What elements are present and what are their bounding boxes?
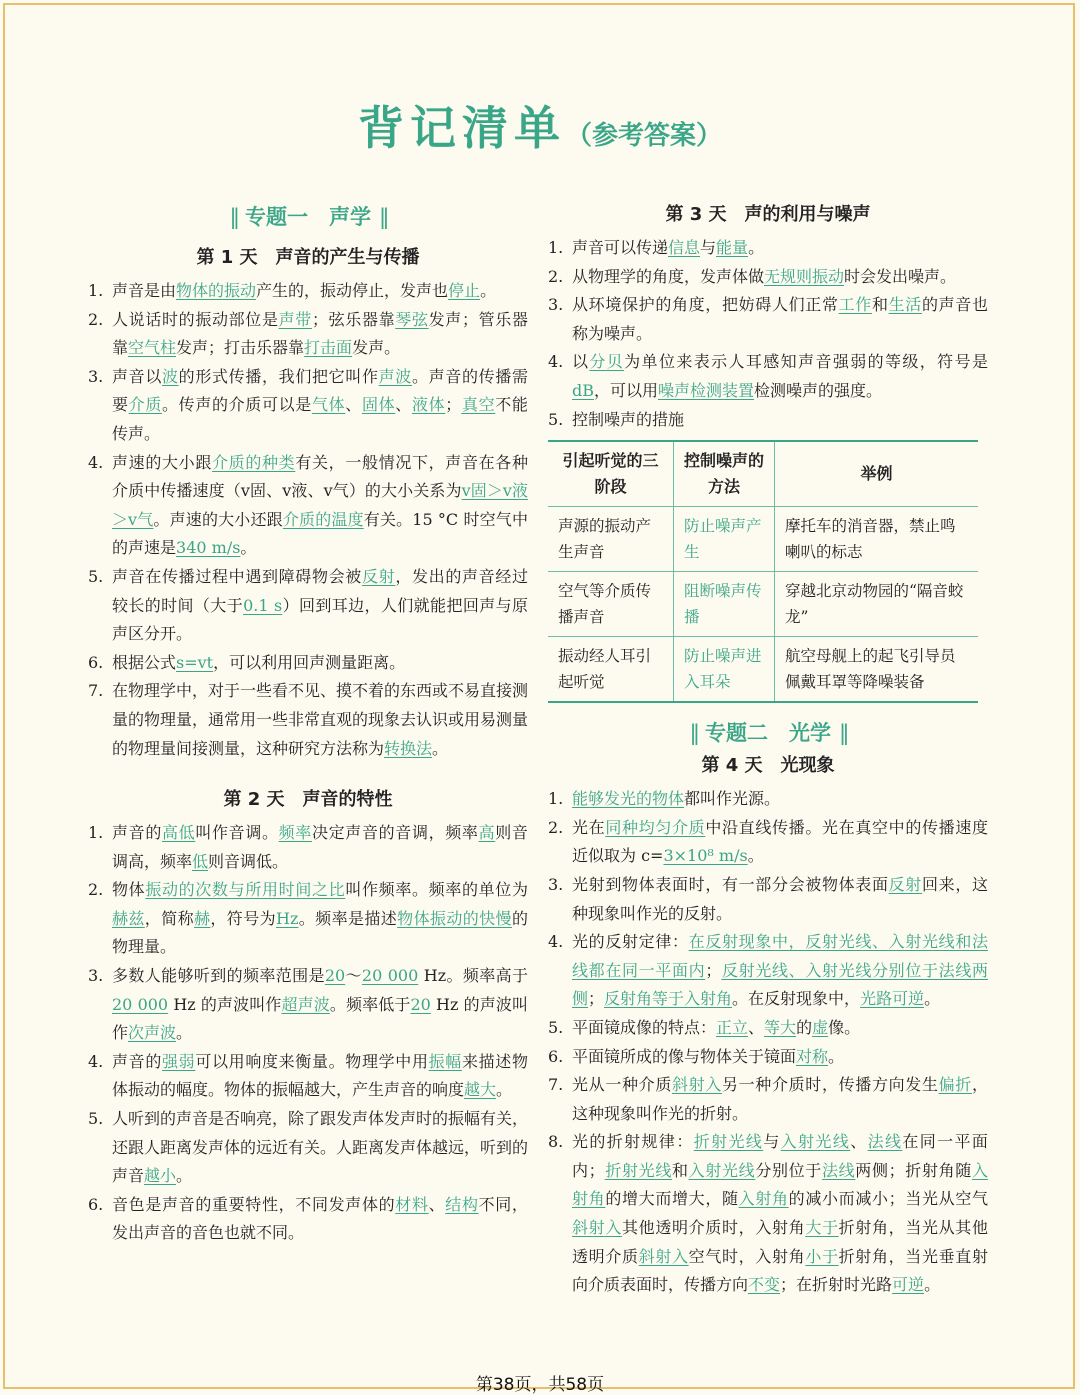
page-title: [0, 92, 1080, 158]
answer-text: 反射: [361, 566, 396, 586]
answer-text: 真空: [461, 395, 496, 415]
table-row: [548, 507, 978, 572]
item-number: 8.: [548, 1132, 564, 1152]
item-number: 2.: [548, 266, 564, 286]
list-item: 4. 声速的大小跟介质的种类有关，一般情况下，声音在各种介质中传播速度（v固、v液、v气）的大小关系为v固＞v液＞v气。声速的大小还跟介质的温度有关。15 °C 时空气中的声速是340 m/s。: [88, 449, 528, 563]
answer-text: 入射角: [738, 1189, 789, 1209]
item-number: 5.: [548, 1017, 564, 1037]
answer-text: 反射: [888, 874, 922, 894]
topic-heading-acoustics: [88, 201, 528, 231]
day3-heading: 第 3 天 声的利用与噪声: [665, 204, 871, 225]
list-item: 7. 光从一种介质斜射入另一种介质时，传播方向发生偏折，这种现象叫作光的折射。: [548, 1071, 988, 1128]
answer-text: 分贝: [589, 352, 625, 372]
list-item: 1. 能够发光的物体都叫作光源。: [548, 785, 988, 814]
table-row: [548, 637, 978, 703]
item-number: 6.: [88, 652, 104, 672]
item-number: 3.: [88, 966, 104, 986]
answer-text: 转换法: [384, 738, 433, 758]
answer-text: 虚: [812, 1017, 829, 1037]
answer-text: 偏折: [938, 1075, 972, 1095]
day2-list: [88, 819, 528, 1248]
item-number: 3.: [88, 366, 104, 386]
answer-text: 物体振动的快慢: [397, 908, 512, 928]
day3-list: [548, 234, 988, 434]
answer-text: 可逆: [892, 1275, 925, 1295]
day4-heading: 第 4 天 光现象: [701, 755, 835, 777]
answer-text: 介质的温度: [282, 509, 364, 529]
answer-text: 频率: [278, 823, 312, 843]
answer-text: 反射光线、入射光线分别位于法线两侧: [572, 960, 988, 1009]
list-item: 1. 声音的高低叫作音调。频率决定声音的音调，频率高则音调高，频率低则音调低。: [88, 819, 528, 876]
answer-text: 20: [324, 966, 346, 986]
list-item: 2. 物体振动的次数与所用时间之比叫作频率。频率的单位为赫兹，简称赫，符号为Hz。频率是描述物体振动的快慢的物理量。: [88, 876, 528, 962]
answer-text: 声带: [278, 309, 312, 329]
answer-text: 振动的次数与所用时间之比: [145, 880, 346, 900]
answer-text: 液体: [411, 395, 446, 415]
answer-text: 0.1 s: [243, 595, 283, 615]
item-number: 4.: [88, 452, 104, 472]
list-item: 6. 音色是声音的重要特性，不同发声体的材料、结构不同，发出声音的音色也就不同。: [88, 1191, 528, 1248]
topic-label: 专题一 声学: [245, 205, 371, 229]
item-number: 7.: [548, 1075, 564, 1095]
item-number: 7.: [88, 681, 104, 701]
item-number: 6.: [548, 1046, 564, 1066]
table-cell: 穿越北京动物园的“隔音蛟龙”: [775, 572, 979, 637]
list-item: 3. 从环境保护的角度，把妨碍人们正常工作和生活的声音也称为噪声。: [548, 291, 988, 348]
answer-text: 无规则振动: [764, 266, 845, 286]
answer-text: 物体的振动: [176, 281, 257, 300]
answer-text: 能够发光的物体: [572, 789, 685, 809]
answer-text: 20 000: [361, 966, 419, 986]
answer-text: 法线: [821, 1160, 856, 1180]
item-number: 2.: [88, 880, 104, 900]
answer-text: 超声波: [281, 994, 330, 1014]
answer-text: 入射光线: [688, 1160, 756, 1180]
title-main: 背记清单: [357, 101, 566, 155]
title-sub: （参考答案）: [565, 121, 722, 151]
item-number: 4.: [548, 932, 564, 952]
answer-text: 20: [410, 994, 431, 1014]
answer-text: 大于: [805, 1218, 839, 1238]
answer-text: 能量: [716, 238, 749, 257]
answer-text: 340 m/s: [176, 538, 241, 558]
answer-text: 固体: [361, 395, 396, 415]
answer-text: 强弱: [162, 1051, 196, 1071]
answer-text: 折射光线: [604, 1160, 672, 1180]
answer-text: 越大: [464, 1080, 497, 1100]
list-item: 4. 光的反射定律：在反射现象中，反射光线、入射光线和法线都在同一平面内；反射光线、入射光线分别位于法线两侧；反射角等于入射角。在反射现象中，光路可逆。: [548, 928, 988, 1014]
answer-text: 赫兹: [112, 908, 145, 928]
table-row: [548, 572, 978, 637]
table-cell: 摩托车的消音器，禁止鸣喇叭的标志: [775, 507, 979, 572]
day1-list: [88, 277, 528, 763]
answer-text: 光路可逆: [860, 989, 925, 1009]
answer-text: 次声波: [128, 1023, 177, 1043]
answer-text: 信息: [668, 238, 701, 257]
answer-text: 生活: [888, 295, 922, 315]
answer-text: 赫: [194, 908, 211, 928]
answer-text: 高: [478, 823, 496, 843]
list-item: 1. 声音是由物体的振动产生的，振动停止，发声也停止。: [88, 277, 528, 306]
day4-list: [548, 785, 988, 1300]
left-column: [88, 195, 528, 1248]
table-header-cell: 引起听觉的三阶段: [548, 441, 674, 507]
item-number: 4.: [548, 352, 564, 372]
topic-bar-icon: ‖: [689, 721, 697, 746]
answer-text: 介质: [128, 395, 162, 415]
answer-text: 3×10⁸ m/s: [663, 846, 748, 866]
page-number: 第38页，共58页: [475, 1375, 605, 1395]
answer-text: 折射光线: [693, 1132, 764, 1152]
answer-text: 等大: [764, 1017, 797, 1037]
list-item: 5. 控制噪声的措施: [548, 406, 988, 435]
topic-heading-optics: [548, 717, 988, 747]
list-item: 1. 声音可以传递信息与能量。: [548, 234, 988, 263]
answer-text: 波: [162, 366, 179, 386]
item-number: 2.: [548, 817, 564, 837]
list-item: 3. 光射到物体表面时，有一部分会被物体表面反射回来，这种现象叫作光的反射。: [548, 871, 988, 928]
answer-text: 反射角等于入射角: [604, 989, 733, 1009]
list-item: 3. 声音以波的形式传播，我们把它叫作声波。声音的传播需要介质。传声的介质可以是气体、固体、液体；真空不能传声。: [88, 363, 528, 449]
answer-text: 在反射现象中，反射光线、入射光线和法线都在同一平面内: [572, 932, 988, 980]
day2-heading: 第 2 天 声音的特性: [223, 789, 393, 811]
answer-text: 不变: [748, 1275, 781, 1295]
right-column: [548, 200, 988, 1300]
item-number: 1.: [548, 789, 564, 809]
answer-text: 空气柱: [128, 338, 177, 358]
table-header-cell: 控制噪声的方法: [674, 441, 775, 507]
table-cell: 声源的振动产生声音: [548, 507, 674, 572]
topic-bar-icon: ‖: [229, 205, 237, 229]
answer-text: 振幅: [428, 1051, 462, 1071]
table-header-cell: 举例: [775, 441, 979, 507]
answer-text: 气体: [311, 395, 346, 415]
list-item: 5. 人听到的声音是否响亮，除了跟发声体发声时的振幅有关，还跟人距离发声体的远近有关。人距离发声体越远，听到的声音越小。: [88, 1105, 528, 1191]
answer-text: 斜射入: [671, 1075, 722, 1095]
answer-text: v固＞v液＞v气: [112, 481, 528, 529]
answer-text: dB: [572, 380, 594, 400]
answer-text: 工作: [838, 295, 872, 315]
table-cell-answer: 防止噪声产生: [674, 507, 775, 572]
answer-text: 入射角: [572, 1160, 988, 1209]
day1-heading: 第 1 天 声音的产生与传播: [196, 247, 420, 268]
list-item: 2. 人说话时的振动部位是声带；弦乐器靠琴弦发声；管乐器靠空气柱发声；打击乐器靠打击面发声。: [88, 306, 528, 363]
list-item: 3. 多数人能够听到的频率范围是20～20 000 Hz。频率高于20 000 Hz 的声波叫作超声波。频率低于20 Hz 的声波叫作次声波。: [88, 962, 528, 1048]
answer-text: 材料: [395, 1194, 429, 1214]
answer-text: 同种均匀介质: [605, 817, 706, 837]
list-item: 4. 以分贝为单位来表示人耳感知声音强弱的等级，符号是dB，可以用噪声检测装置检测噪声的强度。: [548, 348, 988, 405]
answer-text: 小于: [805, 1246, 839, 1266]
item-number: 1.: [548, 238, 564, 257]
answer-text: 结构: [445, 1194, 479, 1214]
table-cell: 航空母舰上的起飞引导员佩戴耳罩等降噪装备: [775, 637, 979, 703]
answer-text: 斜射入: [638, 1246, 689, 1266]
answer-text: 打击面: [304, 338, 353, 358]
item-number: 1.: [88, 823, 104, 843]
item-number: 6.: [88, 1194, 104, 1214]
answer-text: 正立: [716, 1017, 749, 1037]
answer-text: 入射光线: [780, 1132, 851, 1152]
list-item: 7. 在物理学中，对于一些看不见、摸不着的东西或不易直接测量的物理量，通常用一些非常直观的现象去认识或用易测量的物理量间接测量，这种研究方法称为转换法。: [88, 677, 528, 763]
answer-text: 斜射入: [572, 1218, 622, 1238]
list-item: 4. 声音的强弱可以用响度来衡量。物理学中用振幅来描述物体振动的幅度。物体的振幅越大，产生声音的响度越大。: [88, 1048, 528, 1105]
topic-bar-icon: ‖: [839, 721, 847, 746]
answer-text: 琴弦: [395, 309, 429, 329]
list-item: 5. 平面镜成像的特点：正立、等大的虚像。: [548, 1014, 988, 1043]
table-cell-answer: 防止噪声进入耳朵: [674, 637, 775, 703]
table-cell: 空气等介质传播声音: [548, 572, 674, 637]
table-cell-answer: 阻断噪声传播: [674, 572, 775, 637]
item-number: 1.: [88, 281, 104, 300]
item-number: 4.: [88, 1051, 104, 1071]
answer-text: 高低: [162, 823, 196, 843]
list-item: 8. 光的折射规律：折射光线与入射光线、法线在同一平面内；折射光线和入射光线分别位于法线两侧；折射角随入射角的增大而增大，随入射角的减小而减小；当光从空气斜射入其他透明介质时，入射角大于折射角，当光从其他透明介质斜射入空气时，入射角小于折射角，当光垂直射向介质表面时，传播方向不变；在折射时光路可逆。: [548, 1128, 988, 1300]
item-number: 5.: [88, 1109, 104, 1129]
topic-bar-icon: ‖: [379, 205, 387, 229]
item-number: 5.: [88, 566, 104, 586]
answer-text: 对称: [796, 1046, 829, 1066]
item-number: 5.: [548, 409, 564, 429]
answer-text: 声波: [378, 366, 412, 386]
list-item: 2. 光在同种均匀介质中沿直线传播。光在真空中的传播速度近似取为 c=3×10⁸ m/s。: [548, 814, 988, 871]
item-number: 3.: [548, 874, 564, 894]
answer-text: 停止: [448, 281, 481, 300]
noise-control-table: [548, 440, 978, 703]
item-number: 2.: [88, 309, 104, 329]
list-item: 5. 声音在传播过程中遇到障碍物会被反射，发出的声音经过较长的时间（大于0.1 s）回到耳边，人们就能把回声与原声区分开。: [88, 563, 528, 649]
table-header-row: [548, 441, 978, 507]
answer-text: 低: [192, 851, 209, 871]
topic-label: 专题二 光学: [705, 721, 831, 746]
answer-text: 法线: [867, 1132, 903, 1152]
item-number: 3.: [548, 295, 564, 315]
answer-text: 越小: [144, 1166, 177, 1186]
table-cell: 振动经人耳引起听觉: [548, 637, 674, 703]
answer-text: 介质的种类: [212, 452, 296, 472]
list-item: 6. 根据公式s=vt，可以利用回声测量距离。: [88, 649, 528, 678]
answer-text: 噪声检测装置: [658, 380, 755, 400]
answer-text: 20 000: [112, 994, 169, 1014]
answer-text: s=vt: [176, 652, 214, 672]
list-item: 6. 平面镜所成的像与物体关于镜面对称。: [548, 1043, 988, 1072]
list-item: 2. 从物理学的角度，发声体做无规则振动时会发出噪声。: [548, 263, 988, 292]
answer-text: Hz: [276, 908, 299, 928]
